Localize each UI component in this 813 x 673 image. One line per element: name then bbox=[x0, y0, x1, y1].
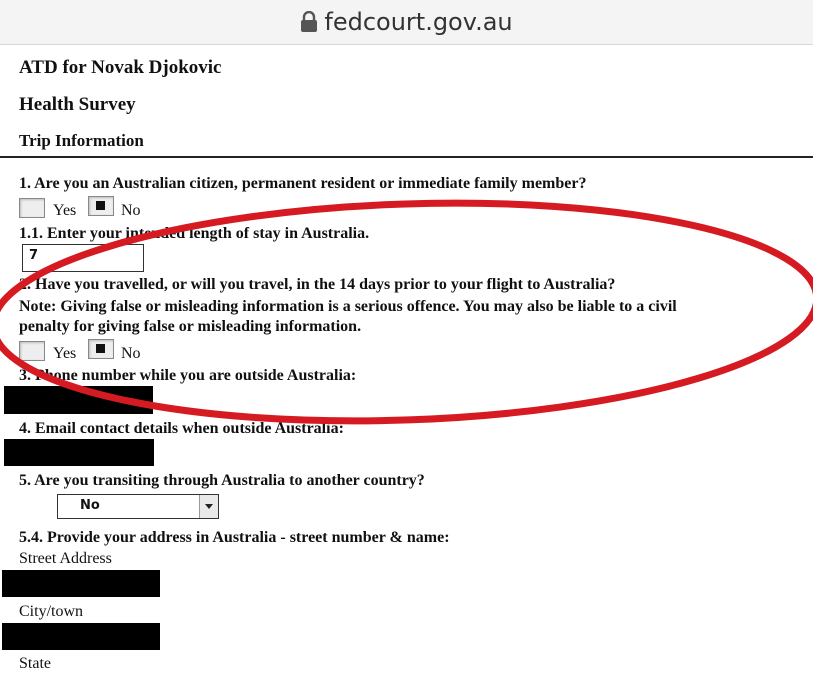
question-4-label: 4. Email contact details when outside Australia: bbox=[19, 420, 344, 437]
url-text: fedcourt.gov.au bbox=[324, 8, 513, 36]
question-2-label: 2. Have you travelled, or will you travel, in the 14 days prior to your flight to Australia? bbox=[19, 276, 616, 293]
form-subtitle: Health Survey bbox=[19, 94, 136, 115]
q1-yes-checkbox[interactable] bbox=[19, 198, 45, 218]
transiting-select[interactable] bbox=[57, 494, 219, 519]
length-of-stay-input[interactable] bbox=[22, 244, 144, 272]
section-heading: Trip Information bbox=[19, 131, 144, 150]
q1-no-label: No bbox=[121, 202, 141, 219]
q2-no-checkbox[interactable] bbox=[88, 339, 114, 359]
q2-no-label: No bbox=[121, 345, 141, 362]
q2-yes-label: Yes bbox=[53, 345, 77, 362]
question-5-4-label: 5.4. Provide your address in Australia - street number & name: bbox=[19, 529, 450, 546]
state-label: State bbox=[19, 655, 51, 672]
q1-no-checkbox[interactable] bbox=[88, 196, 114, 216]
form-title: ATD for Novak Djokovic bbox=[19, 57, 222, 78]
street-address-label: Street Address bbox=[19, 550, 112, 567]
q2-yes-checkbox[interactable] bbox=[19, 341, 45, 361]
question-1-1-label: 1.1. Enter your intended length of stay in Australia. bbox=[19, 225, 370, 242]
phone-redaction bbox=[4, 386, 153, 414]
question-1-label: 1. Are you an Australian citizen, permanent resident or immediate family member? bbox=[19, 175, 587, 192]
question-2-note-line-2: penalty for giving false or misleading information. bbox=[19, 318, 362, 335]
chevron-down-icon[interactable] bbox=[199, 495, 218, 518]
transiting-select-value: No bbox=[80, 498, 100, 513]
address-bar[interactable] bbox=[0, 0, 813, 45]
section-divider bbox=[0, 156, 813, 158]
question-3-label: 3. Phone number while you are outside Australia: bbox=[19, 367, 357, 384]
q1-yes-label: Yes bbox=[53, 202, 77, 219]
question-5-label: 5. Are you transiting through Australia to another country? bbox=[19, 472, 425, 489]
city-redaction bbox=[2, 623, 160, 650]
street-redaction bbox=[2, 570, 160, 597]
length-of-stay-value: 7 bbox=[29, 248, 39, 263]
city-label: City/town bbox=[19, 603, 84, 620]
question-2-note-line-1: Note: Giving false or misleading information is a serious offence. You may also be liable to a civil bbox=[19, 298, 677, 315]
lock-icon bbox=[300, 11, 318, 33]
email-redaction bbox=[4, 439, 154, 466]
